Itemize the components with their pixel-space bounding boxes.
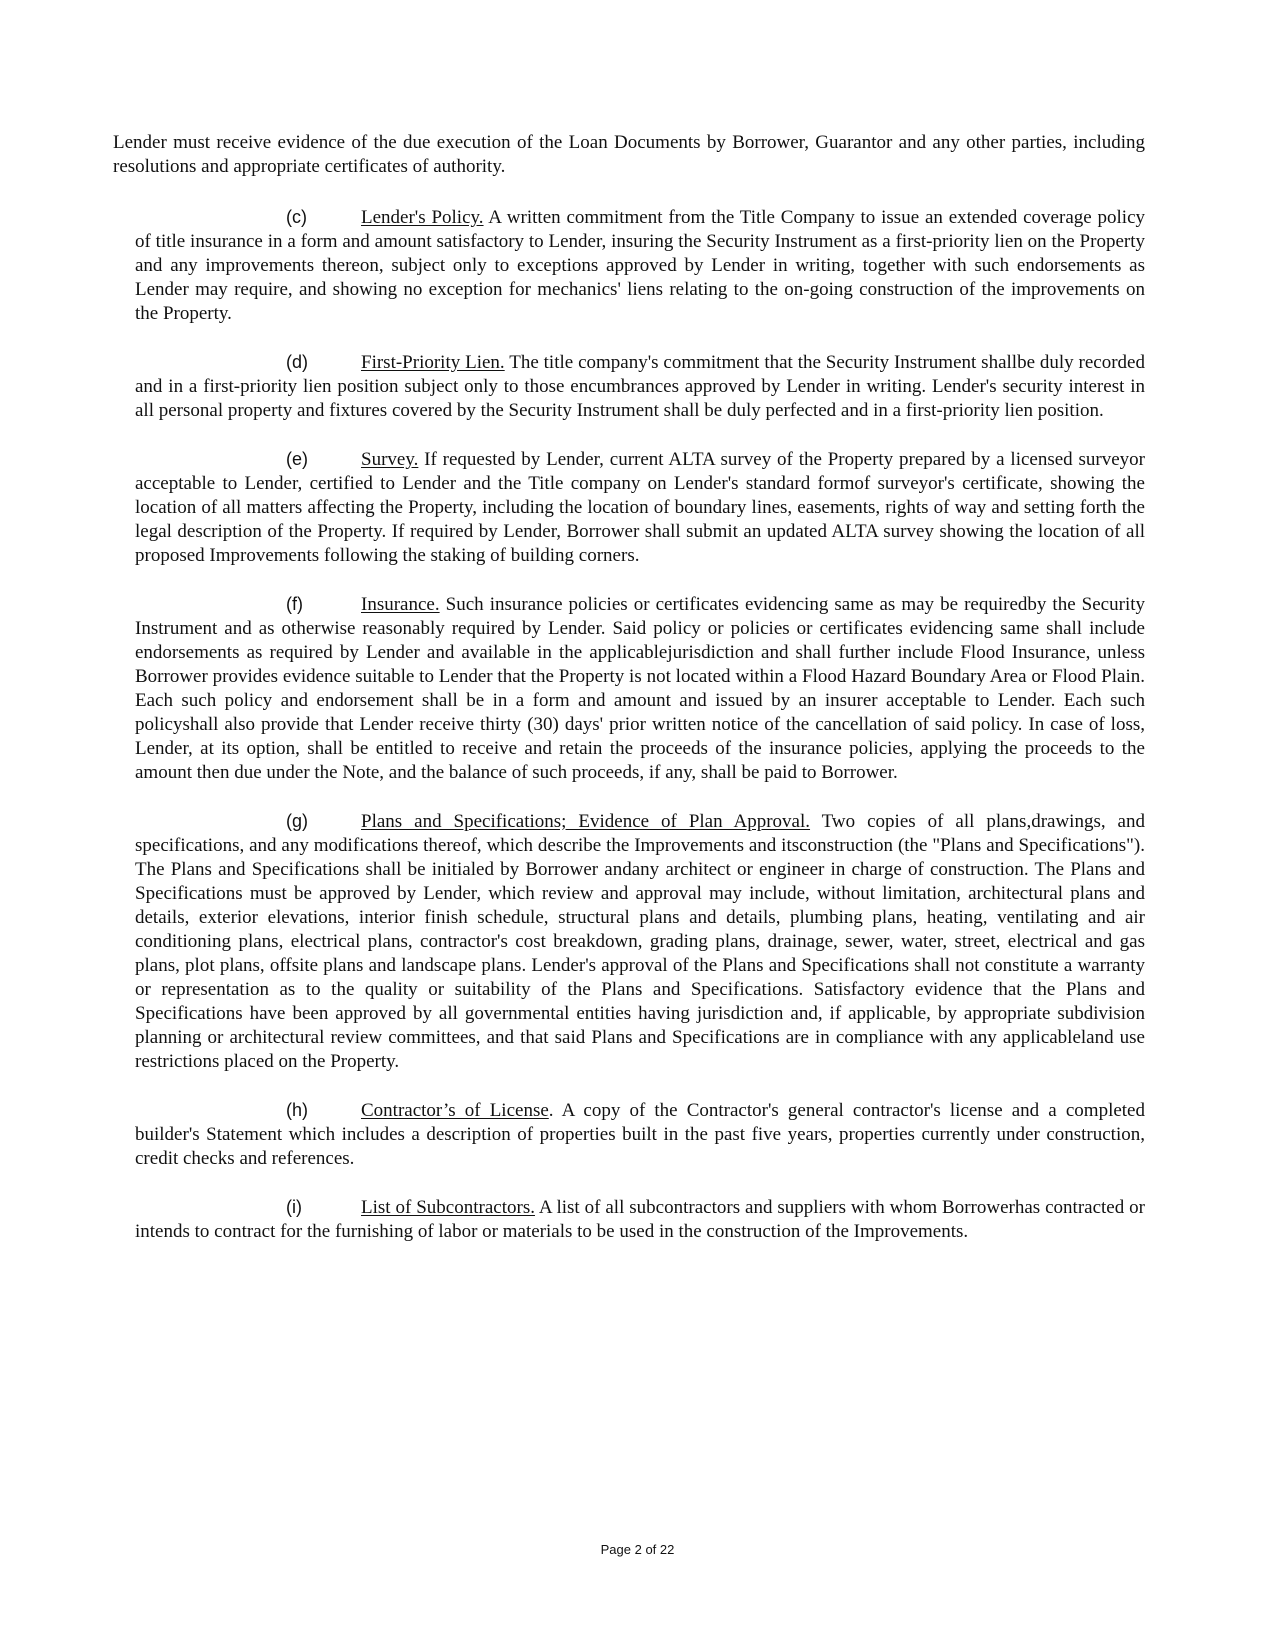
- section-h: [135, 1098, 1145, 1171]
- section-d: [135, 350, 1145, 423]
- section-body: . A copy of the Contractor's general contractor's license and a completed builder's Statement which includes a description of properties built in the past five years, properties currently under construction, credit checks and references.: [135, 1100, 1145, 1169]
- section-body: If requested by Lender, current ALTA survey of the Property prepared by a licensed surveyor acceptable to Lender, certified to Lender and the Title company on Lender's standard formof surveyor's certificate, showing the location of all matters affecting the Property, including the location of boundary lines, easements, rights of way and setting forth the legal description of the Property. If required by Lender, Borrower shall submit an updated ALTA survey showing the location of all proposed Improvements following the staking of building corners.: [135, 449, 1145, 566]
- section-heading: First-Priority Lien.: [361, 352, 505, 373]
- section-marker: (h): [286, 1100, 308, 1120]
- section-i: [135, 1195, 1145, 1244]
- section-heading: Lender's Policy.: [361, 207, 484, 228]
- section-f: [135, 592, 1145, 785]
- section-body: A written commitment from the Title Company to issue an extended coverage policy of title insurance in a form and amount satisfactory to Lender, insuring the Security Instrument as a first-priority lien on the Property and any improvements thereon, subject only to exceptions approved by Lender in writing, together with such endorsements as Lender may require, and showing no exception for mechanics' liens relating to the on-going construction of the improvements on the Property.: [135, 207, 1145, 324]
- section-g: [135, 809, 1145, 1074]
- section-marker: (d): [286, 352, 308, 372]
- intro-paragraph: Lender must receive evidence of the due execution of the Loan Documents by Borrower, Guarantor and any other parties, including resolutions and appropriate certificates of authority.: [113, 132, 1145, 177]
- section-e: [135, 447, 1145, 568]
- section-body: Two copies of all plans,drawings, and specifications, and any modifications thereof, which describe the Improvements and itsconstruction (the "Plans and Specifications"). The Plans and Specifications shall be initialed by Borrower andany architect or engineer in charge of construction. The Plans and Specifications must be approved by Lender, which review and approval may include, without limitation, architectural plans and details, exterior elevations, interior finish schedule, structural plans and details, plumbing plans, heating, ventilating and air conditioning plans, electrical plans, contractor's cost breakdown, grading plans, drainage, sewer, water, street, electrical and gas plans, plot plans, offsite plans and landscape plans. Lender's approval of the Plans and Specifications shall not constitute a warranty or representation as to the quality or suitability of the Plans and Specifications. Satisfactory evidence that the Plans and Specifications have been approved by all governmental entities having jurisdiction and, if applicable, by appropriate subdivision planning or architectural review committees, and that said Plans and Specifications are in compliance with any applicableland use restrictions placed on the Property.: [135, 811, 1145, 1072]
- section-heading: List of Subcontractors.: [361, 1197, 535, 1218]
- section-marker: (i): [286, 1197, 302, 1217]
- section-c: [135, 205, 1145, 326]
- section-list: [135, 205, 1145, 1268]
- page-number-footer: Page 2 of 22: [600, 1542, 675, 1557]
- section-marker: (f): [286, 594, 303, 614]
- section-body: Such insurance policies or certificates evidencing same as may be requiredby the Security Instrument and as otherwise reasonably required by Lender. Said policy or policies or certificates evidencing same shall include endorsements as required by Lender and available in the applicablejurisdiction and shall further include Flood Insurance, unless Borrower provides evidence suitable to Lender that the Property is not located within a Flood Hazard Boundary Area or Flood Plain. Each such policy and endorsement shall be in a form and amount and issued by an insurer acceptable to Lender. Each such policyshall also provide that Lender receive thirty (30) days' prior written notice of the cancellation of said policy. In case of loss, Lender, at its option, shall be entitled to receive and retain the proceeds of the insurance policies, applying the proceeds to the amount then due under the Note, and the balance of such proceeds, if any, shall be paid to Borrower.: [135, 594, 1145, 783]
- section-heading: Survey.: [361, 449, 419, 470]
- section-body: The title company's commitment that the Security Instrument shallbe duly recorded and in a first-priority lien position subject only to those encumbrances approved by Lender in writing. Lender's security interest in all personal property and fixtures covered by the Security Instrument shall be duly perfected and in a first-priority lien position.: [135, 352, 1145, 421]
- section-marker: (g): [286, 811, 308, 831]
- section-heading: Insurance.: [361, 594, 440, 615]
- section-marker: (e): [286, 449, 308, 469]
- section-body: A list of all subcontractors and suppliers with whom Borrowerhas contracted or intends to contract for the furnishing of labor or materials to be used in the construction of the Improvements.: [135, 1197, 1145, 1242]
- section-marker: (c): [286, 207, 307, 227]
- section-heading: Plans and Specifications; Evidence of Plan Approval.: [361, 811, 811, 832]
- section-heading: Contractor’s of License: [361, 1100, 549, 1121]
